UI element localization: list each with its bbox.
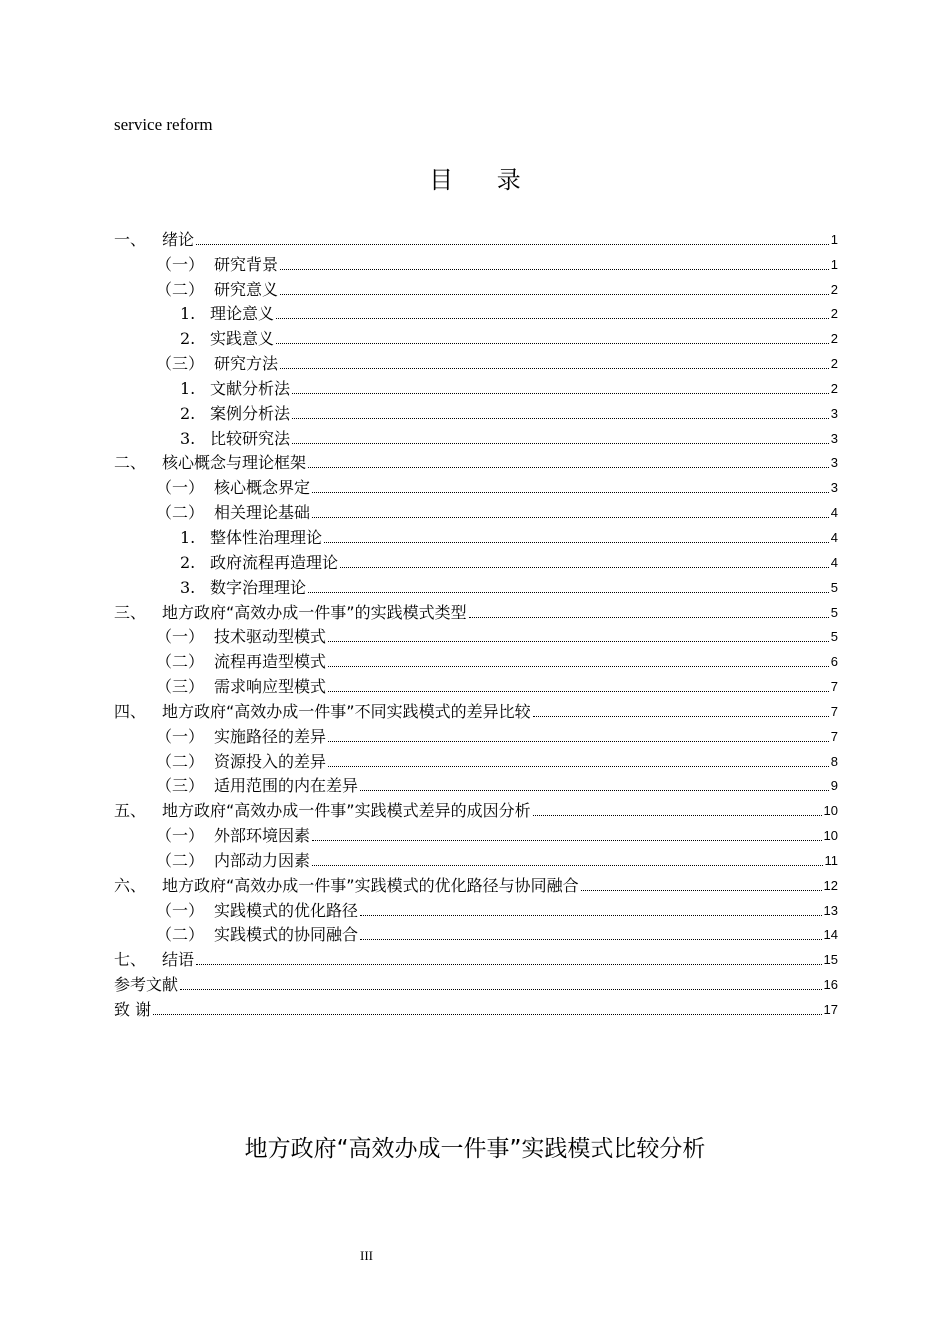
toc-entry-text: 参考文献 (114, 975, 179, 995)
toc-dot-leader (533, 716, 829, 717)
toc-entry-number: （三） (156, 776, 205, 796)
toc-entry-label (156, 826, 310, 846)
toc-entry[interactable] (114, 970, 838, 995)
toc-entry-label (114, 453, 306, 473)
toc-entry[interactable] (114, 796, 838, 821)
toc-entry-text: 实践模式的协同融合 (214, 925, 359, 945)
toc-entry-text: 结语 (162, 950, 195, 970)
toc-dot-leader (292, 443, 829, 444)
toc-entry[interactable] (114, 250, 838, 275)
toc-entry[interactable] (114, 945, 838, 970)
toc-entry-text: 理论意义 (210, 304, 275, 324)
toc-entry-text: 绪论 (162, 229, 195, 249)
toc-dot-leader (328, 766, 829, 767)
toc-entry-label (156, 925, 358, 945)
toc-entry-number: （一） (156, 254, 205, 274)
toc-entry-number: （二） (156, 850, 205, 870)
toc-entry[interactable] (114, 523, 838, 548)
toc-dot-leader (280, 368, 829, 369)
toc-entry[interactable] (114, 921, 838, 946)
toc-entry-text: 地方政府“高效办成一件事”实践模式的优化路径与协同融合 (162, 875, 579, 895)
toc-entry[interactable] (114, 672, 838, 697)
toc-entry-label (180, 578, 306, 598)
toc-entry-label (180, 329, 274, 349)
toc-entry-label (180, 304, 274, 324)
toc-entry-number: （二） (156, 503, 205, 523)
toc-entry-number: （二） (156, 751, 205, 771)
toc-entry-label (180, 553, 338, 573)
toc-entry-label (114, 975, 178, 995)
toc-dot-leader (180, 989, 822, 990)
toc-entry-page: 7 (830, 679, 838, 695)
toc-entry-text: 适用范围的内在差异 (214, 776, 359, 796)
toc-entry[interactable] (114, 623, 838, 648)
toc-entry-label (114, 230, 194, 250)
toc-entry-page: 2 (830, 356, 838, 372)
toc-entry-page: 3 (830, 430, 838, 446)
toc-entry[interactable] (114, 697, 838, 722)
toc-dot-leader (360, 790, 829, 791)
toc-entry[interactable] (114, 473, 838, 498)
toc-entry[interactable] (114, 424, 838, 449)
toc-entry[interactable] (114, 573, 838, 598)
toc-entry-text: 案例分析法 (210, 403, 291, 423)
toc-entry-label (156, 503, 310, 523)
toc-entry-number: 2. (180, 403, 196, 423)
toc-entry-label (156, 901, 358, 921)
toc-entry-label (180, 528, 322, 548)
toc-dot-leader (196, 244, 829, 245)
toc-entry-label (156, 727, 326, 747)
toc-dot-leader (360, 915, 822, 916)
toc-entry-text: 外部环境因素 (214, 826, 311, 846)
toc-entry-label (180, 404, 290, 424)
toc-entry-page: 5 (830, 579, 838, 595)
toc-entry[interactable] (114, 722, 838, 747)
toc-entry-number: （三） (156, 354, 205, 374)
toc-dot-leader (581, 890, 822, 891)
toc-entry-page: 2 (830, 281, 838, 297)
toc-entry-page: 12 (823, 877, 838, 893)
toc-entry-text: 实施路径的差异 (214, 726, 327, 746)
toc-entry-page: 3 (830, 480, 838, 496)
toc-entry-text: 致 谢 (114, 1000, 152, 1019)
toc-entry-label (114, 702, 531, 722)
toc-entry-text: 地方政府“高效办成一件事”的实践模式类型 (162, 602, 467, 622)
toc-entry-label (156, 478, 310, 498)
toc-entry-label (180, 429, 290, 449)
toc-title: 目 录 (429, 166, 539, 194)
toc-entry-page: 4 (830, 505, 838, 521)
toc-entry-label (156, 627, 326, 647)
toc-entry-label (114, 801, 531, 821)
toc-dot-leader (328, 641, 829, 642)
toc-dot-leader (196, 964, 822, 965)
toc-dot-leader (328, 666, 829, 667)
toc-entry[interactable] (114, 349, 838, 374)
toc-entry[interactable] (114, 225, 838, 250)
toc-entry[interactable] (114, 846, 838, 871)
toc-entry[interactable] (114, 300, 838, 325)
toc-entry-number: 3. (180, 428, 196, 448)
page-number-footer: III (360, 1248, 373, 1263)
toc-entry-page: 8 (830, 753, 838, 769)
toc-entry-number: （一） (156, 900, 205, 920)
toc-dot-leader (469, 617, 829, 618)
toc-entry-text: 实践意义 (210, 329, 275, 349)
toc-entry-number: 2. (180, 552, 196, 572)
toc-entry-page: 5 (830, 629, 838, 645)
toc-entry-page: 5 (830, 604, 838, 620)
toc-entry-number: 二、 (114, 453, 147, 473)
toc-dot-leader (312, 517, 829, 518)
toc-entry-label (156, 677, 326, 697)
toc-entry-label (156, 354, 278, 374)
toc-dot-leader (153, 1014, 821, 1015)
toc-entry-page: 4 (830, 529, 838, 545)
toc-dot-leader (292, 418, 829, 419)
toc-entry-number: 2. (180, 329, 196, 349)
toc-entry-page: 6 (830, 654, 838, 670)
toc-entry-number: 3. (180, 577, 196, 597)
toc-entry-text: 资源投入的差异 (214, 751, 327, 771)
toc-entry-text: 地方政府“高效办成一件事”实践模式差异的成因分析 (162, 801, 531, 821)
toc-entry-text: 研究方法 (214, 354, 279, 374)
toc-entry-text: 流程再造型模式 (214, 652, 327, 672)
toc-entry-label (156, 851, 310, 871)
toc-entry-page: 1 (830, 231, 838, 247)
toc-entry-text: 研究意义 (214, 279, 279, 299)
toc-entry-number: 五、 (114, 801, 147, 821)
toc-entry-page: 1 (830, 256, 838, 272)
toc-dot-leader (276, 343, 829, 344)
toc-dot-leader (328, 691, 829, 692)
toc-entry-page: 7 (830, 703, 838, 719)
toc-dot-leader (360, 939, 822, 940)
toc-entry-number: 三、 (114, 602, 147, 622)
toc-entry-text: 研究背景 (214, 254, 279, 274)
toc-entry-page: 16 (823, 977, 838, 993)
toc-dot-leader (533, 815, 822, 816)
toc-entry-number: （三） (156, 677, 205, 697)
toc-entry-number: （一） (156, 726, 205, 746)
toc-dot-leader (312, 865, 822, 866)
toc-dot-leader (324, 542, 829, 543)
toc-entry-number: （一） (156, 826, 205, 846)
toc-entry-page: 13 (823, 902, 838, 918)
toc-entry-label (156, 652, 326, 672)
toc-entry-number: 一、 (114, 229, 147, 249)
toc-dot-leader (292, 393, 829, 394)
toc-entry[interactable] (114, 548, 838, 573)
toc-dot-leader (328, 741, 829, 742)
toc-entry[interactable] (114, 598, 838, 623)
toc-entry[interactable] (114, 498, 838, 523)
toc-entry-number: 1. (180, 304, 196, 324)
toc-entry[interactable] (114, 772, 838, 797)
toc-entry-page: 11 (824, 852, 838, 868)
toc-entry-label (156, 752, 326, 772)
toc-entry-page: 2 (830, 380, 838, 396)
toc-entry-number: 六、 (114, 875, 147, 895)
toc-entry-number: （二） (156, 279, 205, 299)
toc-entry-number: （一） (156, 627, 205, 647)
toc-entry-label (114, 950, 194, 970)
toc-entry-page: 17 (823, 1002, 838, 1017)
toc-entry-text: 技术驱动型模式 (214, 627, 327, 647)
toc-entry-text: 文献分析法 (210, 378, 291, 398)
toc-dot-leader (276, 318, 829, 319)
toc-entry-text: 内部动力因素 (214, 850, 311, 870)
toc-entry[interactable] (114, 871, 838, 896)
toc-entry-label (156, 776, 358, 796)
toc-entry-text: 核心概念与理论框架 (162, 453, 307, 473)
toc-entry-label (156, 255, 278, 275)
toc-entry-page: 10 (823, 803, 838, 819)
toc-dot-leader (312, 492, 829, 493)
toc-entry-text: 核心概念界定 (214, 478, 311, 498)
toc-dot-leader (312, 840, 822, 841)
toc-entry[interactable] (114, 995, 838, 1020)
toc-entry-page: 14 (823, 927, 838, 943)
toc-entry-page: 3 (830, 455, 838, 471)
toc-entry-number: 1. (180, 378, 196, 398)
toc-entry-label (156, 280, 278, 300)
toc-entry[interactable] (114, 747, 838, 772)
toc-dot-leader (308, 467, 829, 468)
toc-entry[interactable] (114, 647, 838, 672)
toc-entry-page: 2 (830, 306, 838, 322)
toc-entry-text: 地方政府“高效办成一件事”不同实践模式的差异比较 (162, 701, 531, 721)
toc-entry[interactable] (114, 896, 838, 921)
toc-entry[interactable] (114, 374, 838, 399)
toc-entry-text: 政府流程再造理论 (210, 552, 339, 572)
toc-entry[interactable] (114, 324, 838, 349)
toc-entry-text: 数字治理理论 (210, 577, 307, 597)
toc-entry-page: 3 (830, 405, 838, 421)
previous-text-line: service reform (114, 115, 213, 134)
toc-entry-text: 需求响应型模式 (214, 677, 327, 697)
toc-entry[interactable] (114, 275, 838, 300)
toc-entry-text: 相关理论基础 (214, 503, 311, 523)
toc-entry-number: （二） (156, 652, 205, 672)
toc-entry-page: 9 (830, 778, 838, 794)
toc-entry-page: 7 (830, 728, 838, 744)
toc-dot-leader (340, 567, 829, 568)
toc-dot-leader (308, 592, 829, 593)
toc-entry-number: （二） (156, 925, 205, 945)
toc-entry-label (114, 603, 467, 623)
toc-entry-text: 实践模式的优化路径 (214, 900, 359, 920)
toc-entry-page: 15 (823, 952, 838, 968)
toc-entry-page: 2 (830, 331, 838, 347)
toc-entry-page: 4 (830, 554, 838, 570)
toc-entry[interactable] (114, 821, 838, 846)
toc-entry-text: 比较研究法 (210, 428, 291, 448)
toc-entry[interactable] (114, 449, 838, 474)
toc-entry-label (114, 876, 579, 896)
toc-dot-leader (280, 294, 829, 295)
toc-entry-number: 四、 (114, 701, 147, 721)
toc-entry-number: （一） (156, 478, 205, 498)
table-of-contents (114, 225, 838, 1020)
toc-entry-page: 10 (823, 828, 838, 844)
toc-entry[interactable] (114, 399, 838, 424)
toc-entry-label (114, 1000, 151, 1020)
toc-entry-number: 1. (180, 527, 196, 547)
document-title: 地方政府“高效办成一件事”实践模式比较分析 (244, 1136, 706, 1162)
toc-entry-text: 整体性治理理论 (210, 527, 323, 547)
toc-dot-leader (280, 269, 829, 270)
toc-entry-number: 七、 (114, 950, 147, 970)
toc-entry-label (180, 379, 290, 399)
